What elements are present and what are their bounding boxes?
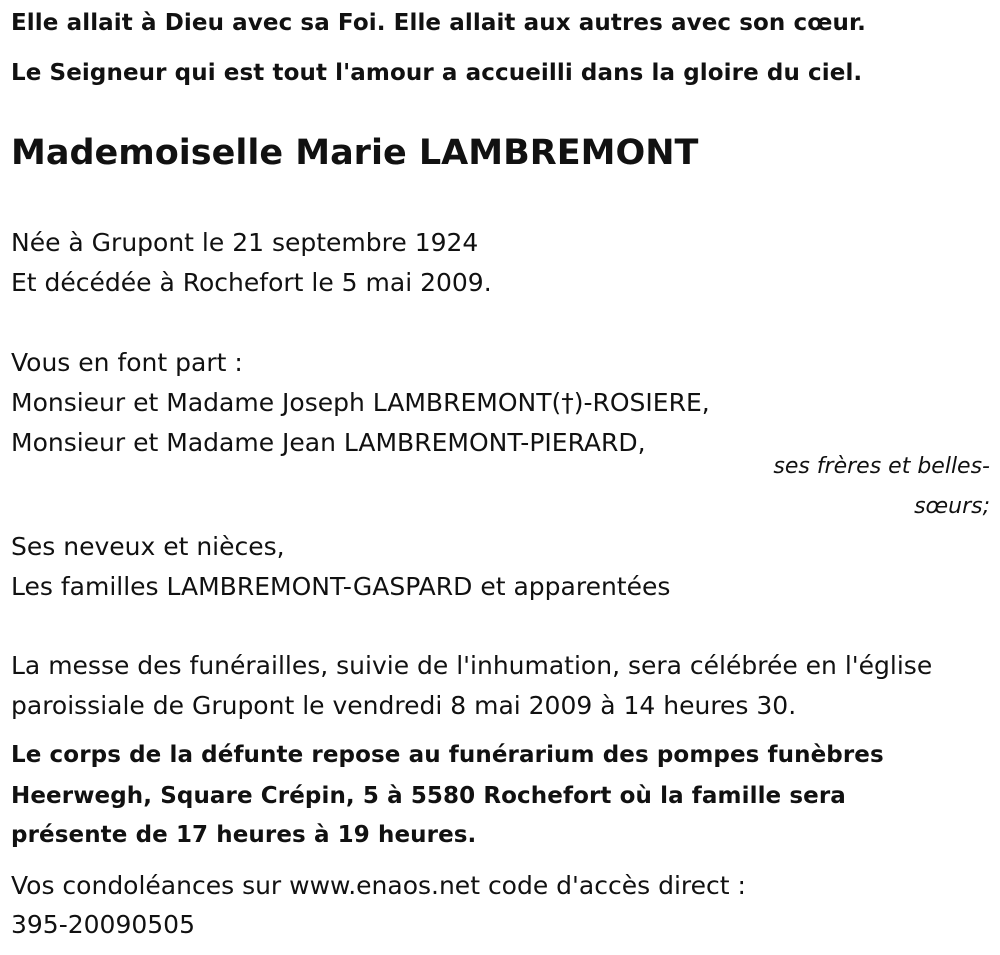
rest-line-1: Le corps de la défunte repose au funérarium des pompes funèbres [11,742,884,768]
intro-line-1: Elle allait à Dieu avec sa Foi. Elle allait aux autres avec son cœur. [11,10,866,36]
condolences-line: Vos condoléances sur www.enaos.net code d'accès direct : [11,871,746,900]
condolences-code: 395-20090505 [11,910,195,939]
relation-line-1: ses frères et belles- [773,454,990,479]
rest-line-3: présente de 17 heures à 19 heures. [11,822,477,848]
family-intro: Vous en font part : [11,348,243,377]
death-line: Et décédée à Rochefort le 5 mai 2009. [11,268,492,297]
family-member-2: Monsieur et Madame Jean LAMBREMONT-PIERARD, [11,428,646,457]
family-member-1: Monsieur et Madame Joseph LAMBREMONT(†)-ROSIERE, [11,388,710,417]
families-line: Les familles LAMBREMONT-GASPARD et apparentées [11,572,671,601]
mass-line-1: La messe des funérailles, suivie de l'inhumation, sera célébrée en l'église [11,651,933,680]
nephews-line: Ses neveux et nièces, [11,532,285,561]
mass-line-2: paroissiale de Grupont le vendredi 8 mai 2009 à 14 heures 30. [11,691,797,720]
deceased-name: Mademoiselle Marie LAMBREMONT [11,133,699,173]
relation-line-2: sœurs; [914,494,990,519]
rest-line-2: Heerwegh, Square Crépin, 5 à 5580 Rochefort où la famille sera [11,783,846,809]
intro-line-2: Le Seigneur qui est tout l'amour a accueilli dans la gloire du ciel. [11,60,863,86]
birth-line: Née à Grupont le 21 septembre 1924 [11,228,479,257]
